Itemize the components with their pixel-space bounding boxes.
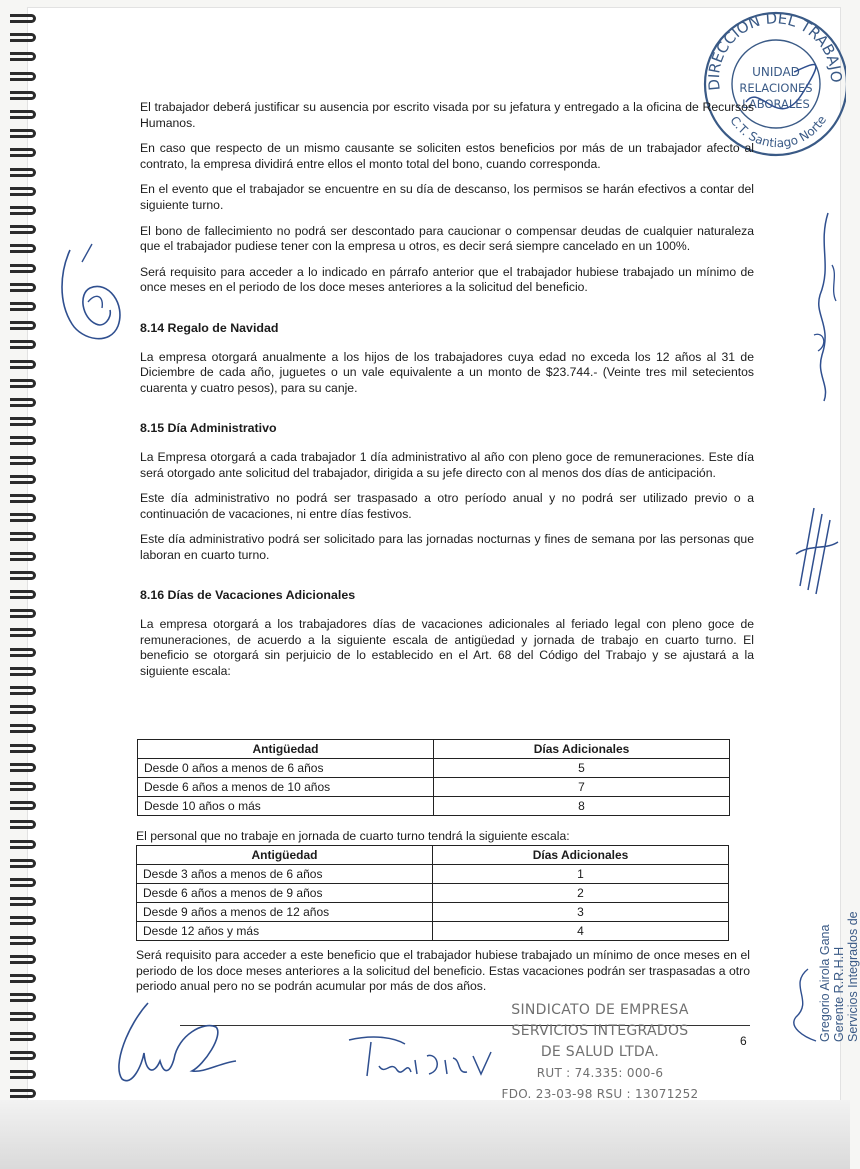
spiral-ring [10,187,36,196]
paragraph: En caso que respecto de un mismo causante se soliciten estos beneficios por más de un trabajador afecto al contrato, la empresa dividirá entre ellos el monto total del bono, cuando corresponda. [140,141,754,171]
manager-stamp-line: Gerente R.R.H.H [832,946,846,1042]
paragraph: Este día administrativo no podrá ser traspasado a otro período anual y no podrá ser utilizado previo o a continuación de vacaciones, ni entre días festivos. [140,491,754,521]
signature-right-top-icon [802,205,846,405]
table-cell: Desde 6 años a menos de 10 años [138,778,434,797]
spiral-ring [10,878,36,887]
closing-paragraph: Será requisito para acceder a este beneficio que el trabajador hubiese trabajado un mínimo de once meses en el periodo de los doce meses anteriores a la solicitud del beneficio. Estas vacaciones podrán ser traspasadas a otro periodo anual pero no se podrán acumular por más de dos años. [136,948,750,994]
table-row [138,797,730,816]
spiral-ring [10,1070,36,1079]
spiral-ring [10,168,36,177]
section-heading: 8.14 Regalo de Navidad [140,320,279,335]
spiral-ring [10,571,36,580]
table-cell: 3 [433,903,729,922]
stamp-center-line3: LABORALES [742,97,810,111]
spiral-ring [10,801,36,810]
spiral-ring [10,1051,36,1060]
paragraph: Este día administrativo podrá ser solicitado para las jornadas nocturnas y fines de semana por las personas que laboran en cuarto turno. [140,532,754,562]
spiral-ring [10,456,36,465]
stamp-center-line2: RELACIONES [739,81,813,95]
union-stamp-line: SERVICIOS INTEGRADOS [511,1023,689,1039]
signature-right-mid-icon [792,498,842,598]
table-cell: Desde 6 años a menos de 9 años [137,884,433,903]
stamp-center-line1: UNIDAD [752,65,800,79]
spiral-ring [10,859,36,868]
spiral-ring [10,993,36,1002]
table-cell: Desde 9 años a menos de 12 años [137,903,433,922]
spiral-ring [10,782,36,791]
paragraph: Será requisito para acceder a lo indicado en párrafo anterior que el trabajador hubiese trabajado un mínimo de once meses en el periodo de los doce meses anteriores a la solicitud del beneficio. [140,264,754,295]
stamp-bottom-text: C.T. Santiago Norte [727,113,830,151]
spiral-ring [10,417,36,426]
union-stamp-line: SINDICATO DE EMPRESA [511,1002,689,1018]
table-cell: 7 [434,778,730,797]
table-row [137,922,729,941]
table-cell: Desde 12 años y más [137,922,433,941]
spiral-ring [10,360,36,369]
spiral-ring [10,283,36,292]
spiral-ring [10,398,36,407]
spiral-ring [10,609,36,618]
signature-bottom-middle-icon [345,1030,495,1085]
vacation-table-fourth-shift [137,739,730,816]
spiral-ring [10,628,36,637]
table-caption: El personal que no trabaje en jornada de cuarto turno tendrá la siguiente escala: [136,829,570,843]
paragraph: El trabajador deberá justificar su ausencia por escrito visada por su jefatura y entregado a la oficina de Recursos Humanos. [140,100,754,130]
table-header: Días Adicionales [434,740,730,759]
union-stamp-line: FDO. 23-03-98 RSU : 13071252 [501,1087,699,1101]
spiral-ring [10,724,36,733]
paragraph: La empresa otorgará a los trabajadores días de vacaciones adicionales al feriado legal con pleno goce de remuneraciones, de acuerdo a la siguiente escala de antigüedad y jornada de trabajo en cuarto turno. El beneficio se otorgará sin perjuicio de lo establecido en el Art. 68 del Código del Trabajo y se ajustará a la siguiente escala: [140,617,754,678]
table-cell: 2 [433,884,729,903]
spiral-ring [10,552,36,561]
spiral-ring [10,225,36,234]
spiral-ring [10,475,36,484]
spiral-ring [10,91,36,100]
stamp-ring-text: DIRECCION DEL TRABAJO [704,9,846,92]
table-cell: 5 [434,759,730,778]
spiral-ring [10,667,36,676]
spiral-binding-icon [0,0,40,1100]
section-heading: 8.16 Días de Vacaciones Adicionales [140,588,356,603]
spiral-ring [10,840,36,849]
spiral-ring [10,302,36,311]
page-number: 6 [740,1034,747,1048]
spiral-ring [10,340,36,349]
table-cell: Desde 3 años a menos de 6 años [137,865,433,884]
table-row [138,778,730,797]
paragraph: El bono de fallecimiento no podrá ser descontado para caucionar o compensar deudas de cualquier naturaleza que el trabajador pudiese tener con la empresa u otros, es decir será siempre cancelado en un 100%. [140,223,754,254]
table-cell: Desde 10 años o más [138,797,434,816]
spiral-ring [10,52,36,61]
document-body [140,100,754,689]
union-stamp-line: RUT : 74.335: 000-6 [536,1066,664,1080]
manager-stamp [818,911,860,1042]
union-stamp [495,1000,705,1105]
spiral-ring [10,1012,36,1021]
table-cell: 1 [433,865,729,884]
table-row [137,865,729,884]
spiral-ring [10,705,36,714]
paragraph: La Empresa otorgará a cada trabajador 1 día administrativo al año con pleno goce de remuneraciones. Este día será otorgado ante solicitud del trabajador, dirigida a su jefe directo con al menos dos días de anticipación. [140,449,754,480]
spiral-ring [10,820,36,829]
spiral-ring [10,897,36,906]
paragraph: La empresa otorgará anualmente a los hijos de los trabajadores cuya edad no exceda los 12 años al 31 de Diciembre de cada año, juguetes o un vale equivalente a un monto de $23.744.- (Veinte tres mil setecientos cuarenta y cuatro pesos), para su canje. [140,349,754,395]
spiral-ring [10,1089,36,1098]
spiral-ring [10,936,36,945]
spiral-ring [10,648,36,657]
spiral-ring [10,494,36,503]
spiral-ring [10,1032,36,1041]
paragraph: En el evento que el trabajador se encuentre en su día de descanso, los permisos se harán efectivos a contar del siguiente turno. [140,182,754,212]
signature-left-icon [52,232,130,357]
table-cell: Desde 0 años a menos de 6 años [138,759,434,778]
manager-stamp-line: Gregorio Airola Gana [818,924,832,1042]
spiral-ring [10,916,36,925]
table-cell: 8 [434,797,730,816]
spiral-ring [10,321,36,330]
spiral-ring [10,686,36,695]
table-row [138,759,730,778]
table-row [137,903,729,922]
spiral-ring [10,206,36,215]
scan-bottom-shade [0,1100,850,1169]
spiral-ring [10,129,36,138]
table-header: Días Adicionales [433,846,729,865]
spiral-ring [10,532,36,541]
manager-stamp-line: Servicios Integrados de [846,911,860,1042]
vacation-table-regular [136,845,729,941]
spiral-ring [10,379,36,388]
signature-bottom-left-icon [108,995,248,1090]
section-heading: 8.15 Día Administrativo [140,421,277,436]
spiral-ring [10,264,36,273]
table-header: Antigüedad [138,740,434,759]
spiral-ring [10,110,36,119]
spiral-ring [10,436,36,445]
spiral-ring [10,14,36,23]
spiral-ring [10,513,36,522]
spiral-ring [10,148,36,157]
union-stamp-line: DE SALUD LTDA. [540,1044,660,1060]
spiral-ring [10,955,36,964]
spiral-ring [10,72,36,81]
spiral-ring [10,244,36,253]
spiral-ring [10,744,36,753]
spiral-ring [10,763,36,772]
table-header: Antigüedad [137,846,433,865]
table-row [137,884,729,903]
table-cell: 4 [433,922,729,941]
spiral-ring [10,590,36,599]
spiral-ring [10,974,36,983]
spiral-ring [10,33,36,42]
